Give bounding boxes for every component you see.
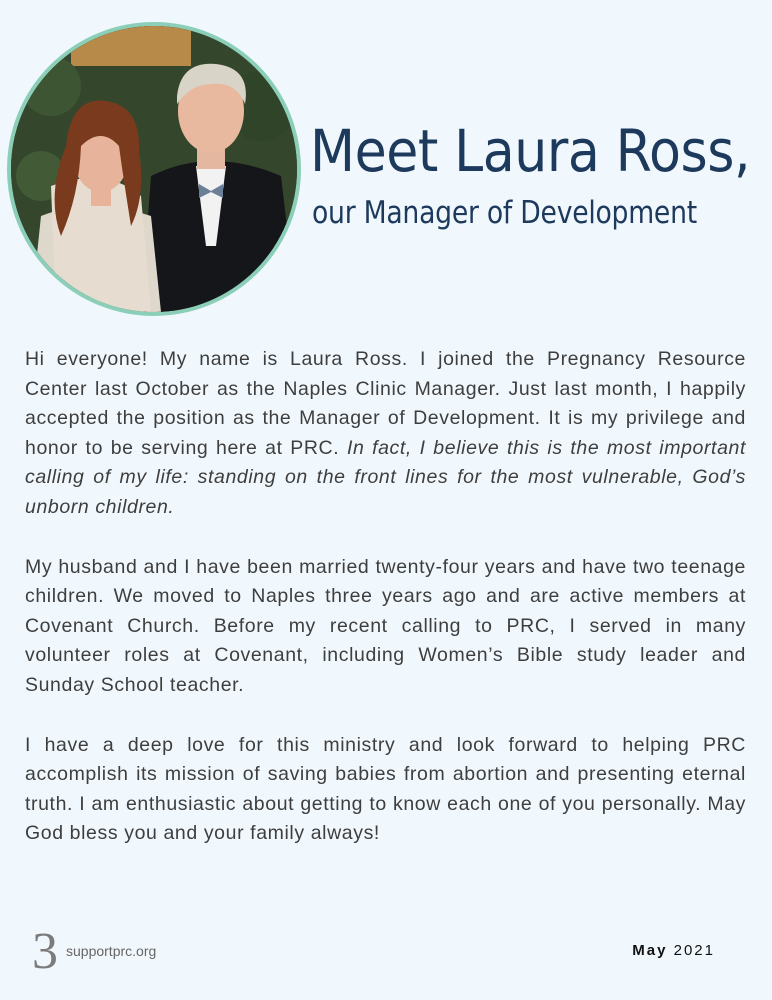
paragraph-family: My husband and I have been married twenty-four years and have two teenage children. We moved to Naples three years ago and are active members at Covenant Church. Before my recent calling to PRC, I served in many volunteer roles at Covenant, including Women’s Bible study leader and Sunday School teacher. xyxy=(25,555,746,696)
issue-date xyxy=(632,942,715,959)
article-body xyxy=(25,345,746,879)
website-link[interactable]: supportprc.org xyxy=(66,943,157,959)
paragraph-intro-italic: In fact, I believe this is the most important calling of my life: standing on the front lines for the most vulnerable, God’s unborn children. xyxy=(25,436,746,518)
paragraph-closing: I have a deep love for this ministry and look forward to helping PRC accomplish its mission of saving babies from abortion and presenting eternal truth. I am enthusiastic about getting to know each one of you personally. May God bless you and your family always! xyxy=(25,733,746,845)
issue-year: 2021 xyxy=(673,942,715,959)
page-number: 3 xyxy=(32,923,58,980)
profile-photo xyxy=(7,22,301,316)
paragraph-intro xyxy=(25,345,746,523)
paragraph-intro-text: Hi everyone! My name is Laura Ross. I joined the Pregnancy Resource Center last October as the Naples Clinic Manager. Just last month, I happily accepted the position as the Manager of Development. It is my privilege and honor to be serving here at PRC. xyxy=(25,348,746,459)
page-subtitle: our Manager of Development xyxy=(312,195,697,231)
couple-photo-illustration xyxy=(11,26,297,312)
page-title: Meet Laura Ross, xyxy=(310,117,751,185)
issue-month: May xyxy=(632,942,668,959)
